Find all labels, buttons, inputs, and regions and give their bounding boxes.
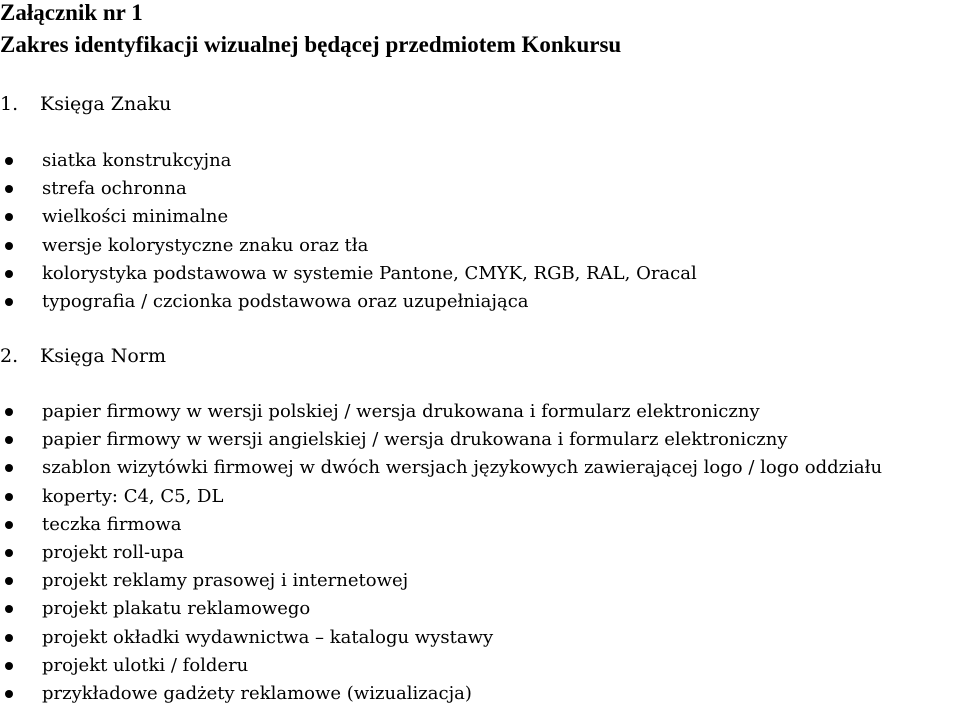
document-title-line-1: Załącznik nr 1 [0, 0, 143, 25]
bullet-icon [5, 185, 13, 193]
list-item-text: projekt reklamy prasowej i internetowej [42, 570, 409, 592]
bullet-icon [5, 577, 13, 585]
bullet-icon [5, 157, 13, 165]
bullet-icon [5, 634, 13, 642]
bullet-icon [5, 662, 13, 670]
list-item [0, 483, 882, 511]
list-item-text: typografia / czcionka podstawowa oraz uzupełniająca [42, 290, 529, 312]
section-number: 1. [0, 93, 19, 115]
list-item-text: projekt roll-upa [42, 541, 184, 563]
bullet-icon [5, 270, 13, 278]
bullet-icon [5, 521, 13, 529]
document-title-line-2: Zakres identyfikacji wizualnej będącej przedmiotem Konkursu [0, 32, 622, 57]
list-item [0, 539, 882, 567]
section-number: 2. [0, 345, 19, 367]
list-item [0, 232, 697, 260]
list-item [0, 567, 882, 595]
list-item [0, 426, 882, 454]
section-title: Księga Norm [40, 345, 166, 367]
bullet-icon [5, 242, 13, 250]
list-item [0, 652, 882, 680]
list-item-text: teczka firmowa [42, 513, 182, 535]
section-title: Księga Znaku [40, 93, 172, 115]
section-heading-ksiega-znaku [0, 93, 171, 115]
list-item-text: wersje kolorystyczne znaku oraz tła [42, 234, 369, 256]
list-item [0, 454, 882, 482]
list-item [0, 511, 882, 539]
list-item-text: projekt ulotki / folderu [42, 654, 249, 676]
bullet-icon [5, 298, 13, 306]
list-item [0, 288, 697, 316]
list-item [0, 260, 697, 288]
list-item-text: projekt okładki wydawnictwa – katalogu wystawy [42, 626, 494, 648]
bullet-icon [5, 549, 13, 557]
list-item [0, 398, 882, 426]
bullet-icon [5, 213, 13, 221]
section-1-list [0, 147, 697, 316]
list-item [0, 203, 697, 231]
bullet-icon [5, 408, 13, 416]
bullet-icon [5, 690, 13, 698]
list-item-text: przykładowe gadżety reklamowe (wizualizacja) [42, 682, 472, 704]
list-item [0, 624, 882, 652]
list-item [0, 147, 697, 175]
list-item-text: projekt plakatu reklamowego [42, 598, 311, 620]
list-item [0, 595, 882, 623]
section-2-list [0, 398, 882, 708]
list-item-text: siatka konstrukcyjna [42, 150, 232, 171]
bullet-icon [5, 464, 13, 472]
list-item-text: szablon wizytówki firmowej w dwóch wersjach językowych zawierającej logo / logo oddziału [42, 457, 883, 479]
list-item-text: wielkości minimalne [42, 206, 229, 228]
list-item-text: kolorystyka podstawowa w systemie Pantone, CMYK, RGB, RAL, Oracal [42, 262, 697, 284]
section-heading-ksiega-norm [0, 345, 166, 367]
list-item [0, 680, 882, 708]
bullet-icon [5, 493, 13, 501]
bullet-icon [5, 436, 13, 444]
list-item-text: papier firmowy w wersji angielskiej / wersja drukowana i formularz elektroniczny [42, 429, 788, 451]
list-item [0, 175, 697, 203]
list-item-text: koperty: C4, C5, DL [42, 485, 224, 507]
bullet-icon [5, 605, 13, 613]
list-item-text: strefa ochronna [42, 178, 187, 200]
list-item-text: papier firmowy w wersji polskiej / wersja drukowana i formularz elektroniczny [42, 401, 760, 422]
